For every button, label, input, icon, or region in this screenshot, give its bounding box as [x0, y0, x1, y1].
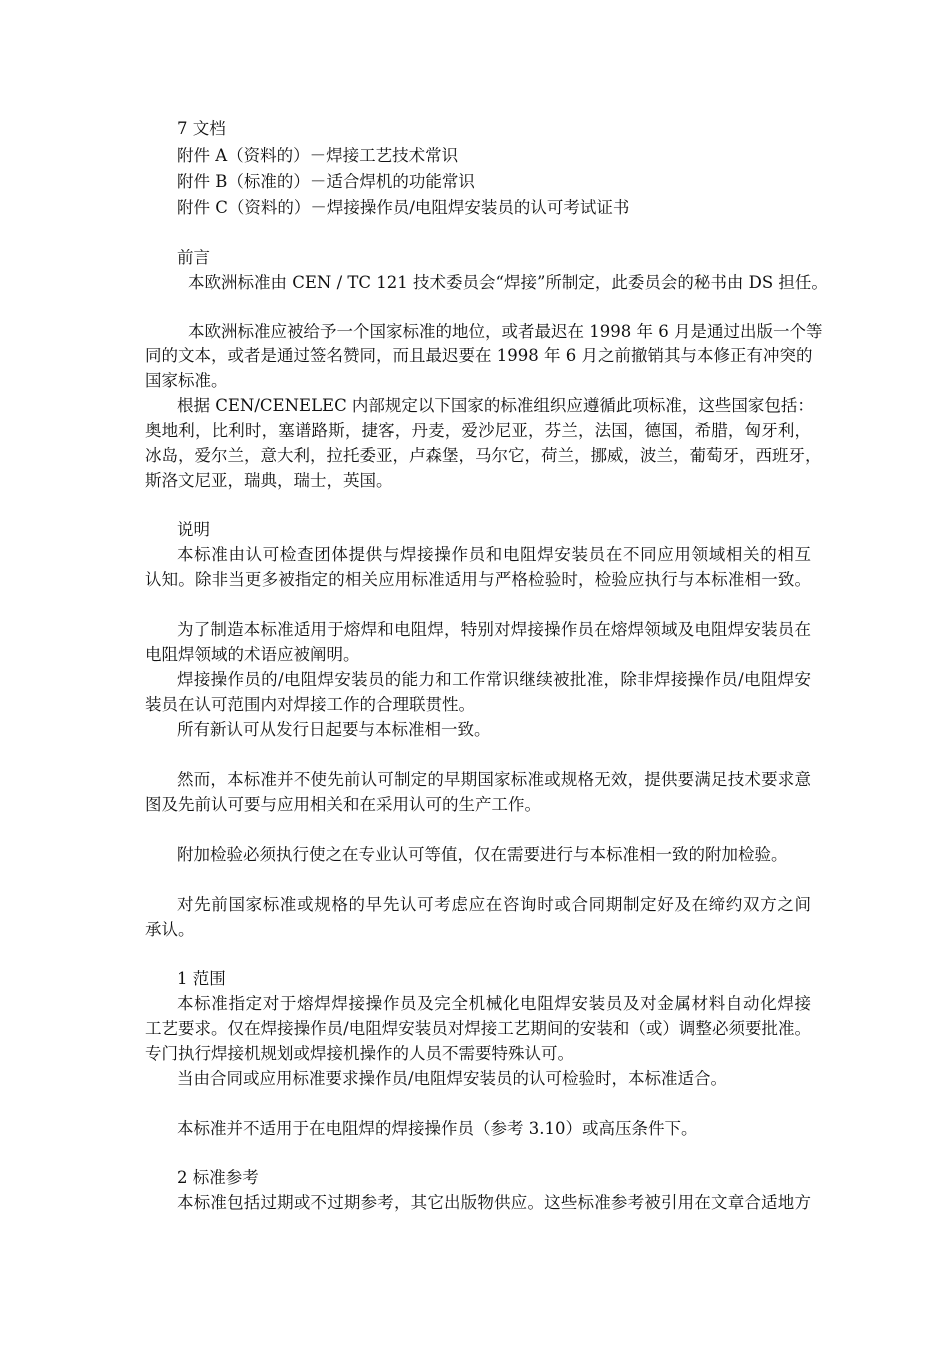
foreword-paragraph-line: 本欧洲标准由 CEN / TC 121 技术委员会“焊接”所制定，此委员会的秘书由 DS 担任。: [188, 273, 828, 292]
scope-paragraph-line: 工艺要求。仅在焊接操作员/电阻焊安装员对焊接工艺期间的安装和（或）调整必须要批准。: [145, 1019, 811, 1038]
toc-line-annex-b: 附件 B（标准的）－适合焊机的功能常识: [177, 172, 475, 191]
references-paragraph-line: 本标准包括过期或不过期参考，其它出版物供应。这些标准参考被引用在文章合适地方: [177, 1193, 811, 1212]
intro-paragraph-line: 电阻焊领域的术语应被阐明。: [145, 645, 360, 664]
scope-paragraph-line: 本标准并不适用于在电阻焊的焊接操作员（参考 3.10）或高压条件下。: [177, 1119, 698, 1138]
foreword-paragraph-line: 斯洛文尼亚，瑞典，瑞士，英国。: [145, 471, 393, 490]
intro-paragraph-line: 对先前国家标准或规格的早先认可考虑应在咨询时或合同期制定好及在缔约双方之间: [177, 895, 811, 914]
toc-line-annex-c: 附件 C（资料的）－焊接操作员/电阻焊安装员的认可考试证书: [177, 198, 630, 217]
intro-heading: 说明: [177, 520, 210, 539]
toc-line-documents: 7 文档: [177, 119, 226, 138]
intro-paragraph-line: 本标准由认可检查团体提供与焊接操作员和电阻焊安装员在不同应用领域相关的相互: [177, 545, 811, 564]
intro-paragraph-line: 附加检验必须执行使之在专业认可等值，仅在需要进行与本标准相一致的附加检验。: [177, 845, 788, 864]
intro-paragraph-line: 焊接操作员的/电阻焊安装员的能力和工作常识继续被批准，除非焊接操作员/电阻焊安: [177, 670, 811, 689]
scope-paragraph-line: 当由合同或应用标准要求操作员/电阻焊安装员的认可检验时，本标准适合。: [177, 1069, 728, 1088]
intro-paragraph-line: 装员在认可范围内对焊接工作的合理联贯性。: [145, 695, 475, 714]
scope-heading: 1 范围: [177, 969, 226, 988]
foreword-paragraph-line: 国家标准。: [145, 371, 228, 390]
foreword-paragraph-line: 本欧洲标准应被给予一个国家标准的地位，或者最迟在 1998 年 6 月是通过出版一个等: [188, 322, 823, 341]
references-heading: 2 标准参考: [177, 1168, 259, 1187]
scope-paragraph-line: 专门执行焊接机规划或焊接机操作的人员不需要特殊认可。: [145, 1044, 574, 1063]
foreword-paragraph-line: 奥地利，比利时，塞谱路斯，捷客，丹麦，爱沙尼亚，芬兰，法国，德国，希腊，匈牙利，: [145, 421, 811, 440]
intro-paragraph-line: 为了制造本标准适用于熔焊和电阻焊，特别对焊接操作员在熔焊领域及电阻焊安装员在: [177, 620, 811, 639]
intro-paragraph-line: 图及先前认可要与应用相关和在采用认可的生产工作。: [145, 795, 541, 814]
scope-paragraph-line: 本标准指定对于熔焊焊接操作员及完全机械化电阻焊安装员及对金属材料自动化焊接: [177, 994, 811, 1013]
intro-paragraph-line: 认知。除非当更多被指定的相关应用标准适用与严格检验时，检验应执行与本标准相一致。: [145, 570, 811, 589]
foreword-paragraph-line: 根据 CEN/CENELEC 内部规定以下国家的标准组织应遵循此项标准，这些国家包括：: [177, 396, 814, 415]
intro-paragraph-line: 承认。: [145, 920, 195, 939]
foreword-paragraph-line: 同的文本，或者是通过签名赞同，而且最迟要在 1998 年 6 月之前撤销其与本修正有冲突的: [145, 346, 813, 365]
intro-paragraph-line: 所有新认可从发行日起要与本标准相一致。: [177, 720, 491, 739]
foreword-heading: 前言: [177, 248, 210, 267]
toc-line-annex-a: 附件 A（资料的）－焊接工艺技术常识: [177, 146, 459, 165]
intro-paragraph-line: 然而，本标准并不使先前认可制定的早期国家标准或规格无效，提供要满足技术要求意: [177, 770, 811, 789]
foreword-paragraph-line: 冰岛，爱尔兰，意大利，拉托委亚，卢森堡，马尔它，荷兰，挪威，波兰，葡萄牙，西班牙，: [145, 446, 822, 465]
